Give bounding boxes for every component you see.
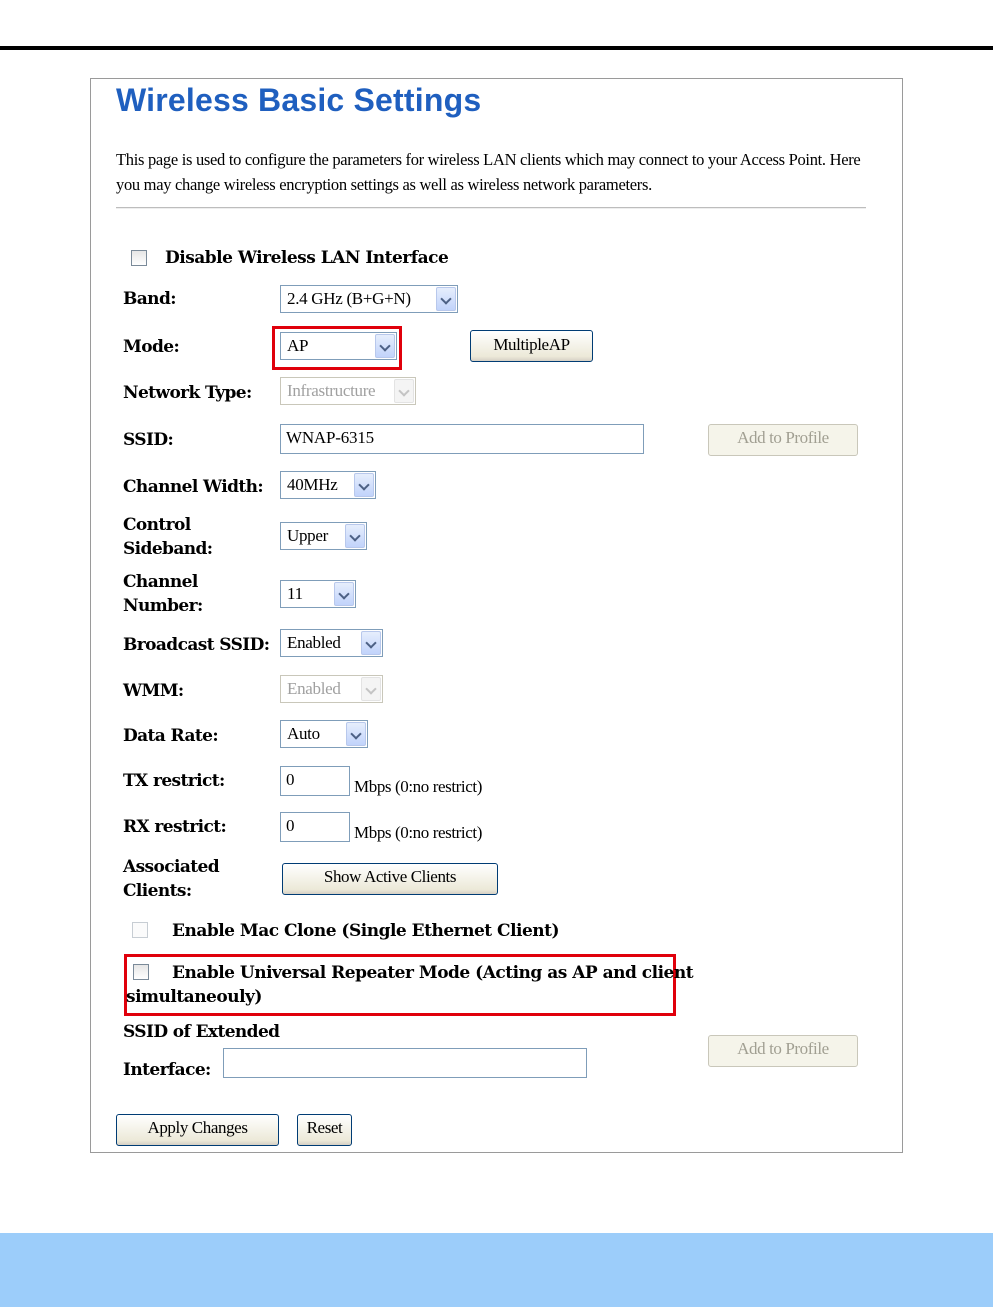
chevron-down-icon	[354, 473, 374, 497]
universal-repeater-label-line2: simultaneouly)	[126, 987, 262, 1007]
data-rate-label: Data Rate:	[123, 726, 219, 746]
top-rule	[0, 46, 993, 50]
chevron-down-icon	[346, 722, 366, 746]
apply-changes-button[interactable]: Apply Changes	[116, 1114, 279, 1146]
band-select-value: 2.4 GHz (B+G+N)	[287, 289, 411, 308]
rx-restrict-unit: Mbps (0:no restrict)	[354, 823, 482, 842]
page-description: This page is used to configure the parameters for wireless LAN clients which may connect to your Access Point. Here you may change wireless encryption settings as well as wireless network parameters.	[116, 150, 861, 194]
extended-ssid-label-line2: Interface:	[123, 1060, 211, 1080]
mode-select[interactable]	[280, 332, 397, 360]
chevron-down-icon	[394, 379, 414, 403]
control-sideband-label-line2: Sideband:	[123, 539, 213, 559]
extended-add-to-profile-button[interactable]: Add to Profile	[708, 1035, 858, 1067]
chevron-down-icon	[436, 287, 456, 311]
reset-button[interactable]: Reset	[297, 1114, 352, 1146]
channel-width-label: Channel Width:	[123, 477, 264, 497]
rx-restrict-input[interactable]: 0	[280, 812, 350, 842]
channel-number-label-line1: Channel	[123, 572, 198, 592]
associated-clients-label-line2: Clients:	[123, 881, 192, 901]
broadcast-ssid-select[interactable]	[280, 629, 383, 657]
wmm-select-value: Enabled	[287, 679, 341, 698]
rx-restrict-label: RX restrict:	[123, 817, 227, 837]
page-title: Wireless Basic Settings	[116, 82, 482, 118]
broadcast-ssid-label: Broadcast SSID:	[123, 635, 270, 655]
network-type-select-value: Infrastructure	[287, 381, 376, 400]
wmm-select[interactable]	[280, 675, 383, 703]
channel-number-select[interactable]	[280, 580, 356, 608]
chevron-down-icon	[345, 524, 365, 548]
tx-restrict-unit: Mbps (0:no restrict)	[354, 777, 482, 796]
mac-clone-checkbox[interactable]	[132, 922, 148, 938]
disable-wlan-checkbox[interactable]	[131, 250, 147, 266]
ssid-label: SSID:	[123, 430, 174, 450]
tx-restrict-label: TX restrict:	[123, 771, 225, 791]
divider	[116, 207, 866, 209]
data-rate-select-value: Auto	[287, 724, 320, 743]
channel-width-select-value: 40MHz	[287, 475, 338, 494]
chevron-down-icon	[334, 582, 354, 606]
universal-repeater-label-line1: Enable Universal Repeater Mode (Acting as AP and client	[172, 963, 694, 983]
channel-number-select-value: 11	[287, 584, 303, 603]
network-type-label: Network Type:	[123, 383, 252, 403]
associated-clients-label-line1: Associated	[123, 857, 220, 877]
footer-band	[0, 1233, 993, 1307]
multiple-ap-button[interactable]: MultipleAP	[470, 330, 593, 362]
data-rate-select[interactable]	[280, 720, 368, 748]
broadcast-ssid-select-value: Enabled	[287, 633, 341, 652]
control-sideband-label-line1: Control	[123, 515, 191, 535]
control-sideband-select-value: Upper	[287, 526, 328, 545]
control-sideband-select[interactable]	[280, 522, 367, 550]
show-active-clients-button[interactable]: Show Active Clients	[282, 863, 498, 895]
channel-number-label-line2: Number:	[123, 596, 203, 616]
chevron-down-icon	[361, 677, 381, 701]
extended-ssid-label-line1: SSID of Extended	[123, 1022, 280, 1042]
ssid-input[interactable]: WNAP-6315	[280, 424, 644, 454]
chevron-down-icon	[375, 334, 395, 358]
universal-repeater-checkbox[interactable]	[133, 964, 149, 980]
disable-wlan-label: Disable Wireless LAN Interface	[165, 248, 449, 268]
band-label: Band:	[123, 289, 176, 309]
band-select[interactable]	[280, 285, 458, 313]
mode-label: Mode:	[123, 337, 180, 357]
add-to-profile-button[interactable]: Add to Profile	[708, 424, 858, 456]
wmm-label: WMM:	[123, 681, 184, 701]
mode-select-value: AP	[287, 336, 309, 355]
extended-ssid-input[interactable]	[223, 1048, 587, 1078]
tx-restrict-input[interactable]: 0	[280, 766, 350, 796]
chevron-down-icon	[361, 631, 381, 655]
channel-width-select[interactable]	[280, 471, 376, 499]
network-type-select[interactable]	[280, 377, 416, 405]
mac-clone-label: Enable Mac Clone (Single Ethernet Client)	[172, 921, 560, 941]
